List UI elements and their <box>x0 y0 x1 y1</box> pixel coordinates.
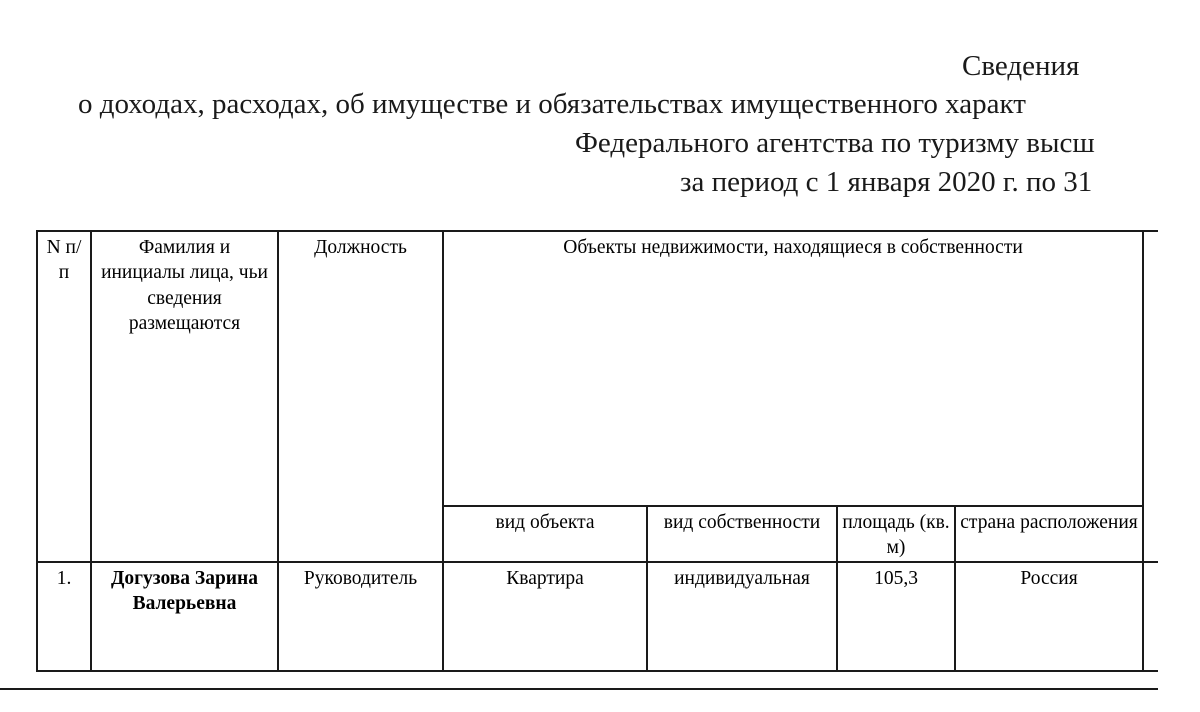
row-ownership-type: индивидуальная <box>647 562 837 671</box>
header-num: N п/п <box>37 231 91 562</box>
subheader-area: площадь (кв. м) <box>837 506 955 562</box>
subheader-country: страна расположения <box>955 506 1143 562</box>
document-agency: Федерального агентства по туризму высш <box>575 127 1095 159</box>
header-next-column <box>1143 231 1158 562</box>
subheader-ownership-type: вид собственности <box>647 506 837 562</box>
document-subtitle: о доходах, расходах, об имуществе и обязательствах имущественного характ <box>78 88 1026 120</box>
header-name: Фамилия и инициалы лица, чьи сведения размещаются <box>91 231 278 562</box>
row-object-type: Квартира <box>443 562 647 671</box>
header-position: Должность <box>278 231 443 562</box>
row-num: 1. <box>37 562 91 671</box>
subheader-object-type: вид объекта <box>443 506 647 562</box>
header-row <box>37 231 1158 506</box>
bottom-divider <box>0 688 1158 690</box>
row-country: Россия <box>955 562 1143 671</box>
row-position: Руководитель <box>278 562 443 671</box>
table-row <box>37 562 1158 671</box>
document-period: за период с 1 января 2020 г. по 31 <box>680 166 1093 198</box>
row-next-column <box>1143 562 1158 671</box>
row-area: 105,3 <box>837 562 955 671</box>
declaration-table <box>36 230 1158 672</box>
document-title: Сведения <box>962 50 1080 82</box>
header-property-group: Объекты недвижимости, находящиеся в собственности <box>443 231 1143 506</box>
row-name: Догузова Зарина Валерьевна <box>91 562 278 671</box>
